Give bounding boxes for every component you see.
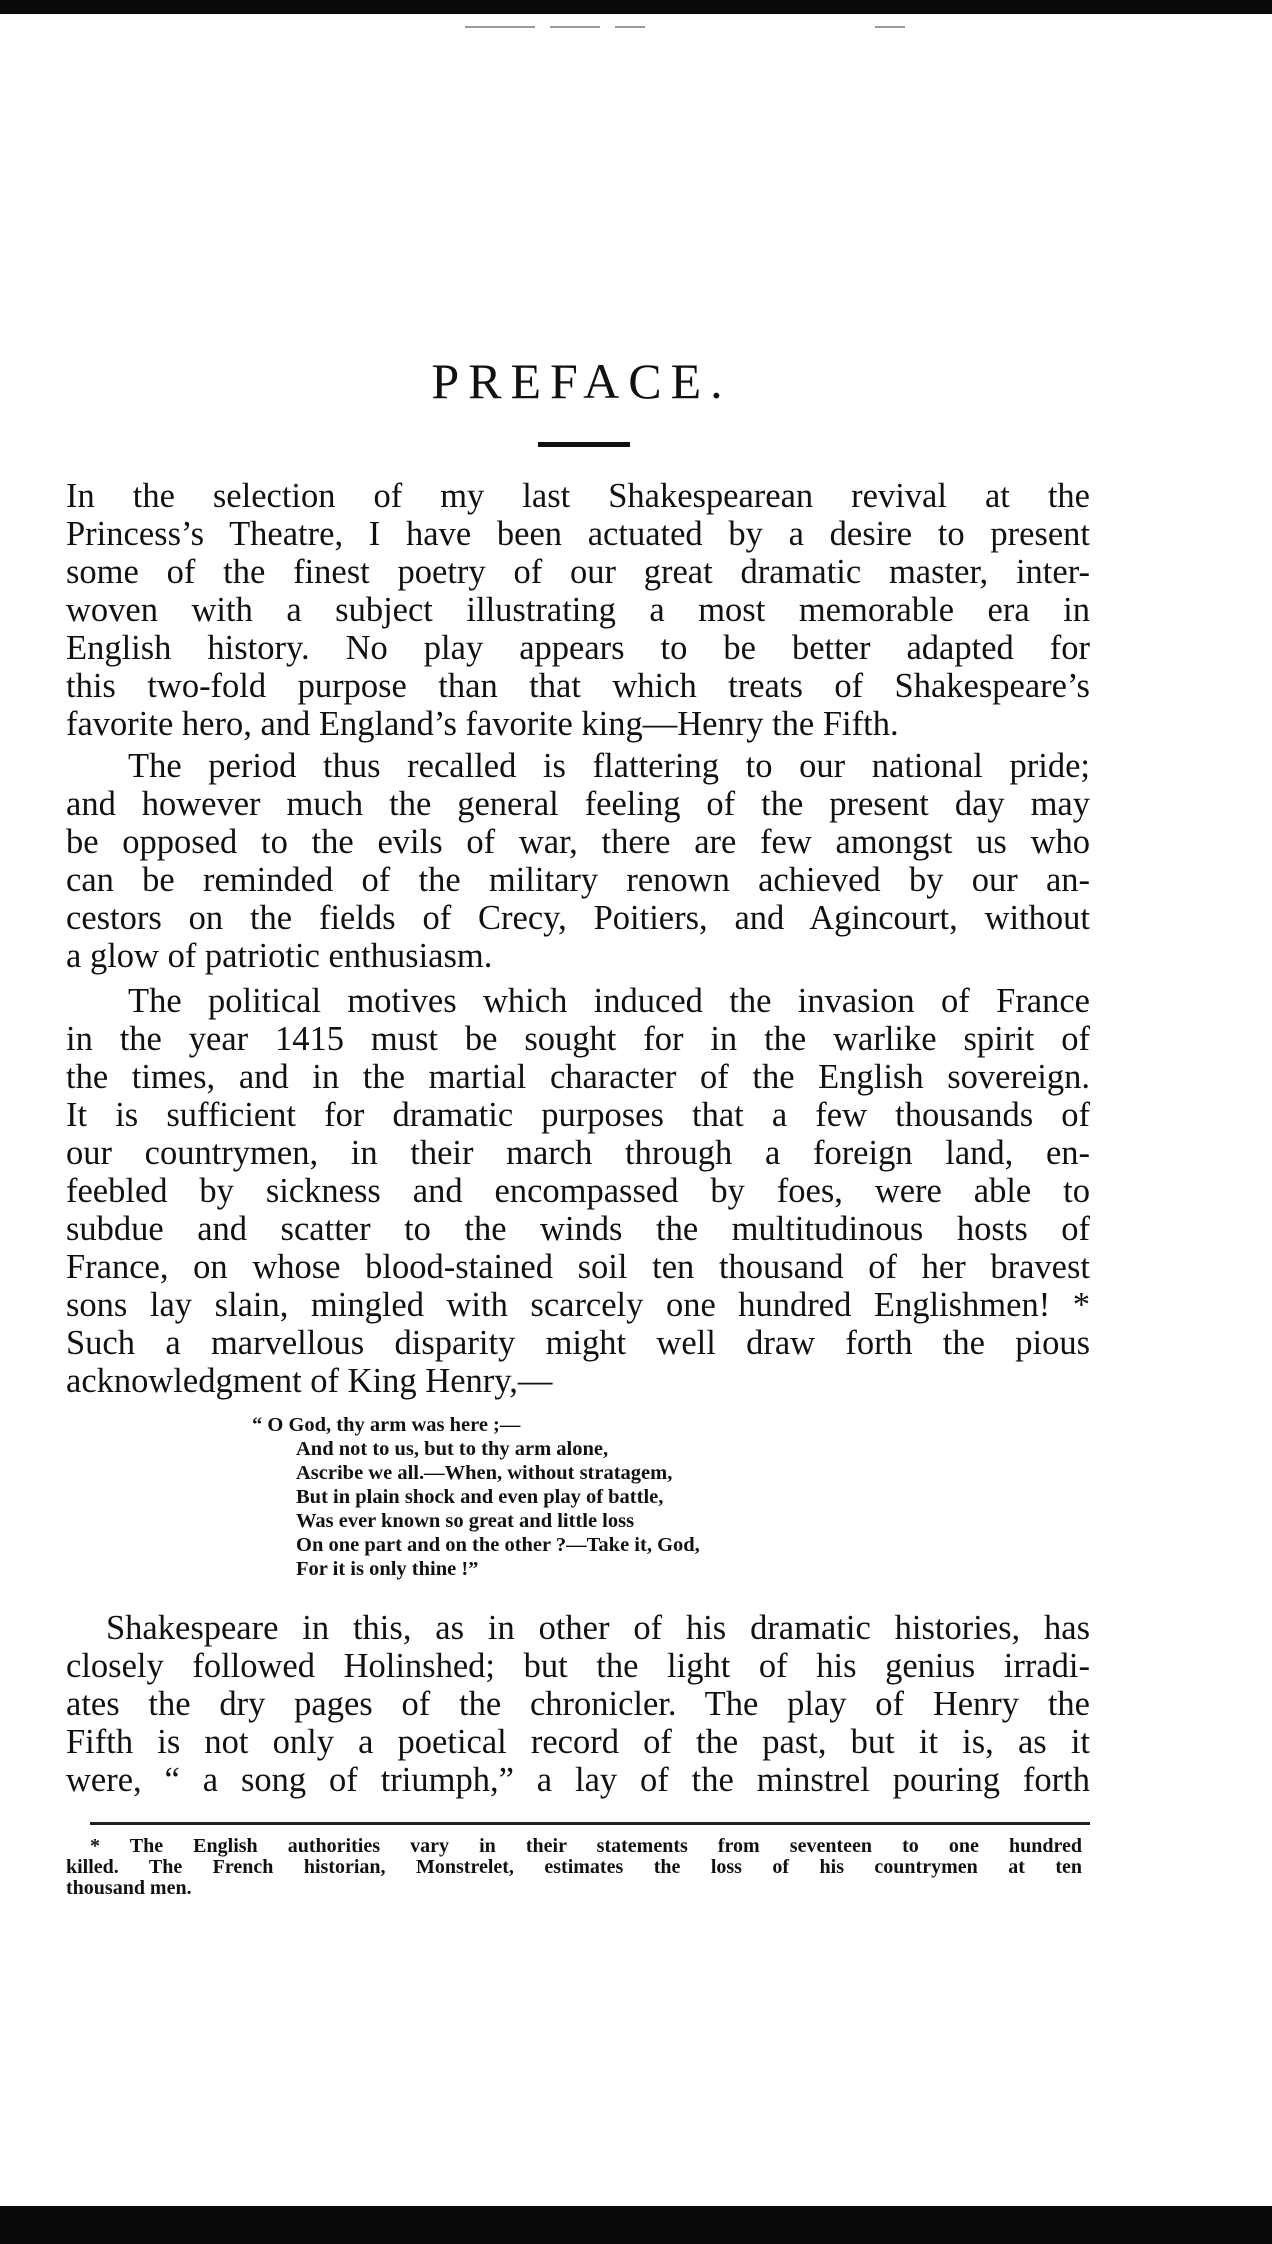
paragraph-3-line-6: feebled by sickness and encompassed by foes, were able to bbox=[66, 1172, 1090, 1210]
paragraph-3-line-8: France, on whose blood-stained soil ten thousand of her bravest bbox=[66, 1248, 1090, 1286]
paragraph-2-line-2: and however much the general feeling of the present day may bbox=[66, 785, 1090, 823]
verse-line-6: On one part and on the other ?—Take it, God, bbox=[296, 1534, 700, 1556]
footnote-line-1: * The English authorities vary in their statements from seventeen to one hundred bbox=[90, 1835, 1082, 1857]
paragraph-2-line-6: a glow of patriotic enthusiasm. bbox=[66, 937, 493, 975]
top-scan-border bbox=[0, 0, 1272, 14]
footnote-line-3: thousand men. bbox=[66, 1877, 192, 1899]
closing-paragraph-line-1: Shakespeare in this, as in other of his dramatic histories, has bbox=[106, 1609, 1090, 1647]
verse-line-5: Was ever known so great and little loss bbox=[296, 1510, 635, 1532]
closing-paragraph-line-4: Fifth is not only a poetical record of the past, but it is, as it bbox=[66, 1723, 1090, 1761]
paragraph-3-line-7: subdue and scatter to the winds the multitudinous hosts of bbox=[66, 1210, 1090, 1248]
paragraph-1-line-6: this two-fold purpose than that which treats of Shakespeare’s bbox=[66, 667, 1090, 705]
closing-paragraph-line-5: were, “ a song of triumph,” a lay of the minstrel pouring forth bbox=[66, 1761, 1090, 1799]
paragraph-3-line-1: The political motives which induced the invasion of France bbox=[128, 982, 1090, 1020]
paragraph-1-line-3: some of the finest poetry of our great dramatic master, inter- bbox=[66, 553, 1090, 591]
paragraph-1-line-2: Princess’s Theatre, I have been actuated by a desire to present bbox=[66, 515, 1090, 553]
paragraph-1-line-7: favorite hero, and England’s favorite king—Henry the Fifth. bbox=[66, 705, 899, 743]
verse-line-4: But in plain shock and even play of battle, bbox=[296, 1486, 664, 1508]
paragraph-2-line-5: cestors on the fields of Crecy, Poitiers, and Agincourt, without bbox=[66, 899, 1090, 937]
verse-line-1: “ O God, thy arm was here ;— bbox=[252, 1414, 521, 1436]
footnote-rule bbox=[90, 1822, 1090, 1825]
paragraph-1-line-1: In the selection of my last Shakespearean revival at the bbox=[66, 477, 1090, 515]
page-title: PREFACE. bbox=[431, 353, 732, 409]
top-print-marks bbox=[465, 26, 905, 30]
footnote-line-2: killed. The French historian, Monstrelet, estimates the loss of his countrymen at ten bbox=[66, 1856, 1082, 1878]
verse-line-7: For it is only thine !” bbox=[296, 1558, 479, 1580]
paragraph-3-line-3: the times, and in the martial character of the English sovereign. bbox=[66, 1058, 1090, 1096]
verse-line-3: Ascribe we all.—When, without stratagem, bbox=[296, 1462, 673, 1484]
closing-paragraph-line-2: closely followed Holinshed; but the light of his genius irradi- bbox=[66, 1647, 1090, 1685]
verse-line-2: And not to us, but to thy arm alone, bbox=[296, 1438, 609, 1460]
paragraph-2-line-3: be opposed to the evils of war, there are few amongst us who bbox=[66, 823, 1090, 861]
paragraph-3-line-2: in the year 1415 must be sought for in the warlike spirit of bbox=[66, 1020, 1090, 1058]
title-rule bbox=[538, 442, 630, 447]
closing-paragraph-line-3: ates the dry pages of the chronicler. The play of Henry the bbox=[66, 1685, 1090, 1723]
paragraph-1-line-5: English history. No play appears to be better adapted for bbox=[66, 629, 1090, 667]
paragraph-2-line-1: The period thus recalled is flattering to our national pride; bbox=[128, 747, 1090, 785]
paragraph-3-line-9: sons lay slain, mingled with scarcely one hundred Englishmen! * bbox=[66, 1286, 1090, 1324]
paragraph-1-line-4: woven with a subject illustrating a most memorable era in bbox=[66, 591, 1090, 629]
paragraph-3-line-11: acknowledgment of King Henry,— bbox=[66, 1362, 553, 1400]
paragraph-3-line-4: It is sufficient for dramatic purposes that a few thousands of bbox=[66, 1096, 1090, 1134]
paragraph-2-line-4: can be reminded of the military renown achieved by our an- bbox=[66, 861, 1090, 899]
paragraph-3-line-5: our countrymen, in their march through a foreign land, en- bbox=[66, 1134, 1090, 1172]
bottom-scan-border bbox=[0, 2206, 1272, 2244]
paragraph-3-line-10: Such a marvellous disparity might well draw forth the pious bbox=[66, 1324, 1090, 1362]
